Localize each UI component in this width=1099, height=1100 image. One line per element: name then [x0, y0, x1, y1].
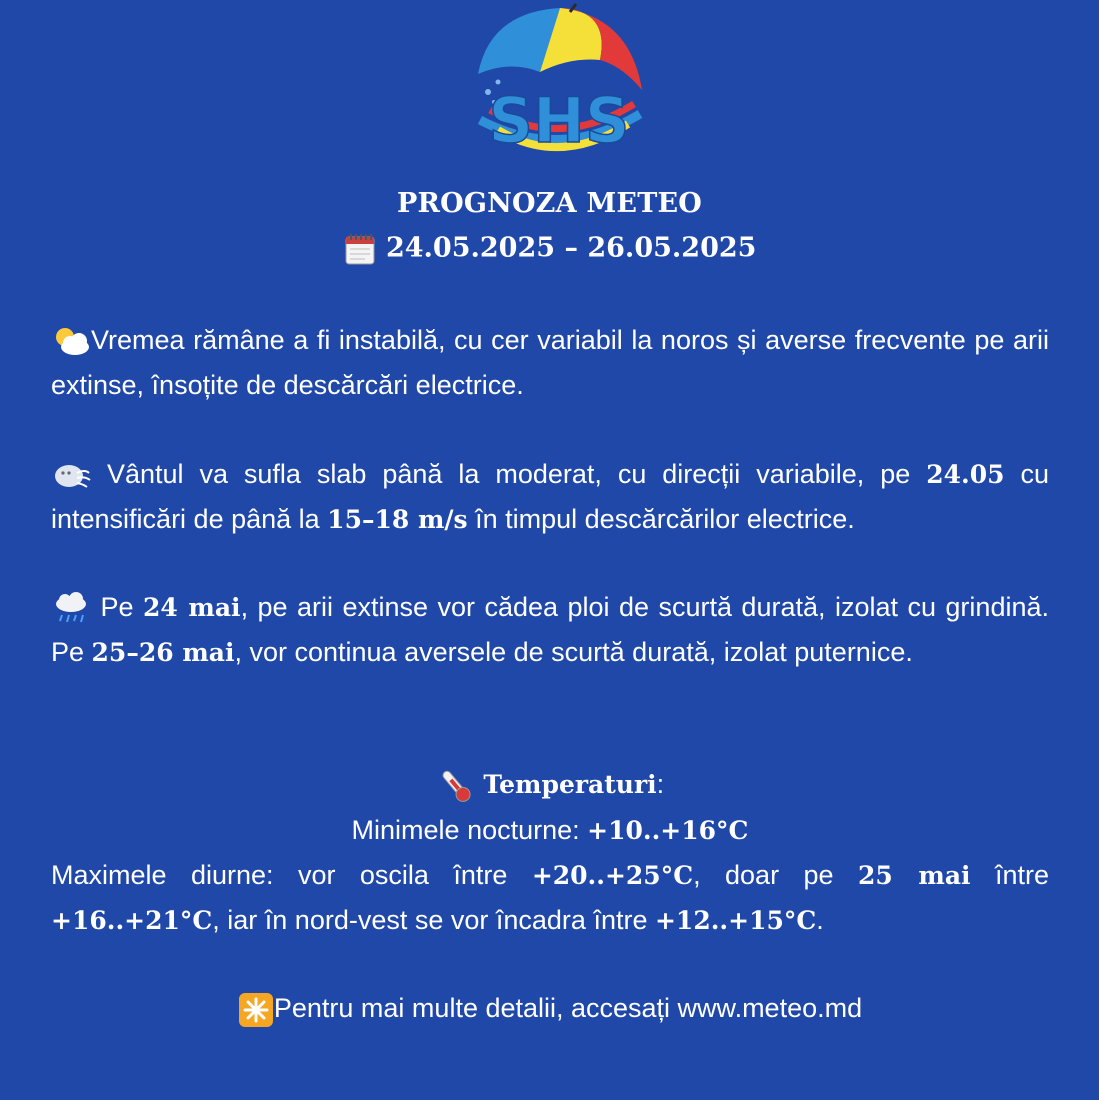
period-text: 24.05.2025 – 26.05.2025 [385, 232, 757, 264]
max-text-3: între [970, 860, 1050, 890]
max-date: 25 mai [857, 861, 971, 890]
max-temperatures [51, 853, 1049, 943]
wind-text-2: cu intensificări de până la [51, 459, 1049, 534]
rain-date-2: 25–26 mai [91, 638, 235, 667]
paragraph-rain [51, 585, 1049, 675]
min-temperatures-value: +10..+16°C [587, 816, 749, 845]
wind-text-1: Vântul va sufla slab până la moderat, cu direcții variabile, pe [91, 459, 927, 489]
min-temperatures-label: Minimele nocturne: [351, 815, 588, 845]
paragraph-weather [51, 318, 1049, 408]
rain-text-3: , vor continua aversele de scurtă durată, izolat puternice. [234, 637, 913, 667]
rain-text-2: , pe arii extinse vor cădea ploi de scurtă durată, izolat cu grindină. Pe [51, 592, 1049, 667]
logo-text: SHS [488, 84, 630, 157]
wind-date: 24.05 [926, 460, 1005, 489]
temperatures-heading-suffix: : [656, 769, 665, 799]
temperatures-heading [51, 762, 1049, 807]
wind-text-3: în timpul descărcărilor electrice. [467, 504, 855, 534]
paragraph-wind [51, 452, 1049, 542]
min-temperatures [51, 808, 1049, 853]
rain-text-1: Pe [91, 592, 143, 622]
wind-speed: 15–18 m/s [327, 505, 468, 534]
max-text-1: Maximele diurne: vor oscila între [51, 860, 532, 890]
max-value-3: +12..+15°C [654, 906, 817, 935]
shs-umbrella-logo [470, 2, 648, 172]
page-title: PROGNOZA METEO [396, 188, 703, 219]
thermometer-icon [436, 766, 476, 806]
max-value-1: +20..+25°C [531, 861, 694, 890]
max-text-2: , doar pe [693, 860, 858, 890]
max-text-5: . [816, 905, 824, 935]
paragraph-weather-text: Vremea rămâne a fi instabilă, cu cer variabil la noros și averse frecvente pe arii extinse, însoțite de descărcări electrice. [51, 325, 1049, 400]
cloud-with-rain-icon [51, 591, 91, 627]
footer [51, 986, 1049, 1031]
eight-pointed-star-icon [238, 992, 274, 1028]
forecast-period [0, 232, 1099, 266]
calendar-icon [343, 232, 377, 266]
footer-link-text[interactable]: Pentru mai multe detalii, accesați www.meteo.md [273, 993, 863, 1023]
wind-face-icon [51, 459, 91, 493]
rain-date-1: 24 mai [142, 593, 241, 622]
temperatures-heading-text: Temperaturi [483, 770, 657, 799]
max-value-2: +16..+21°C [51, 906, 213, 935]
max-text-4: , iar în nord-vest se vor încadra între [212, 905, 655, 935]
sun-behind-cloud-icon [51, 325, 91, 359]
